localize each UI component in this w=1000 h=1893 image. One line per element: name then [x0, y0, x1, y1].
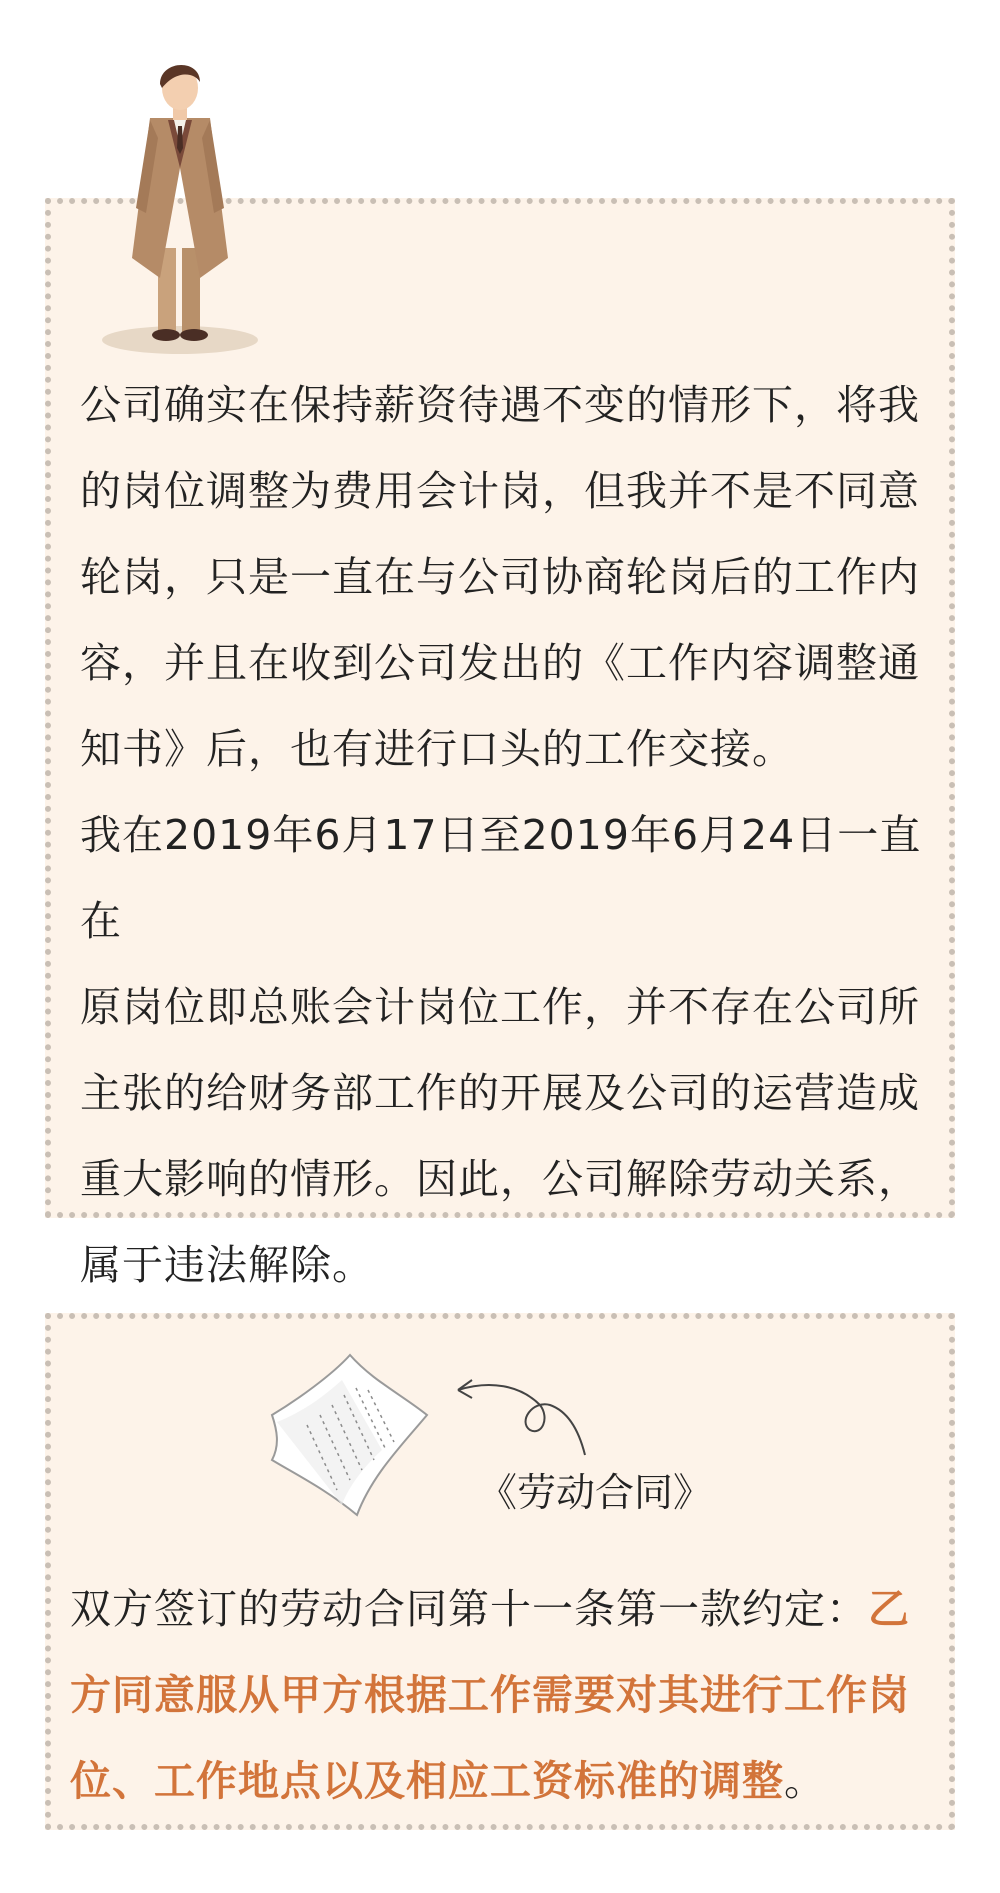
- statement-paragraph-1: 公司确实在保持薪资待遇不变的情形下，将我 的岗位调整为费用会计岗，但我并不是不同意 轮岗，只是一直在与公司协商轮岗后的工作内 容，并且在收到公司发出的《工作内容调整通 知书》后，也有进行口头的工作交接。: [80, 381, 920, 773]
- clause-highlight: 乙方同意服从甲方根据工作需要对其进行工作岗位、工作地点以及相应工资标准的调整: [70, 1585, 910, 1805]
- contract-document-label: 《劳动合同》: [478, 1471, 713, 1516]
- paper-sheet-icon: [262, 1350, 432, 1520]
- curved-arrow-icon: [450, 1370, 600, 1460]
- contract-clause-paragraph: [70, 1566, 940, 1824]
- statement-paragraph-2: 我在2019年6月17日至2019年6月24日一直在 原岗位即总账会计岗位工作，并不存在公司所 主张的给财务部工作的开展及公司的运营造成 重大影响的情形。因此，公司解除劳动关系， 属于违法解除。: [80, 811, 922, 1289]
- clause-intro: 双方签订的劳动合同第十一条第一款约定：: [70, 1585, 868, 1633]
- man-in-coat-illustration: [100, 48, 270, 358]
- clause-end: 。: [784, 1757, 826, 1805]
